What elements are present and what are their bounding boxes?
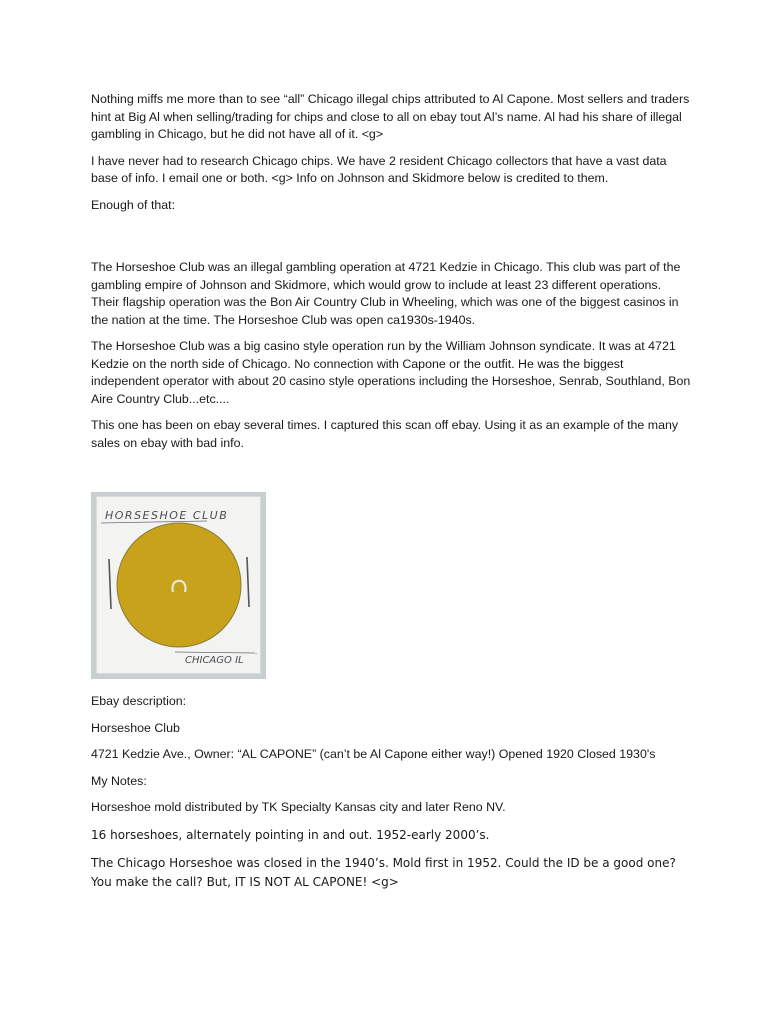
chip-disc — [117, 523, 241, 647]
paragraph-research: I have never had to research Chicago chips. We have 2 resident Chicago collectors that have a vast data base of info. I email one or both. <g> Info on Johnson and Skidmore below is credited to them. — [91, 153, 667, 185]
spacer — [91, 223, 691, 259]
ebay-item-title: Horseshoe Club — [91, 720, 180, 735]
paragraph-johnson-syndicate: The Horseshoe Club was a big casino style operation run by the William Johnson syndicate. It was at 4721 Kedzie on the north side of Chicago. No connection with Capone or the outfit. He was the biggest independent operator with about 20 casino style operations including the Horseshoe, Senrab, Southland, Bon Aire Country Club...etc.... — [91, 339, 691, 406]
note-conclusion: The Chicago Horseshoe was closed in the 1940’s. Mold first in 1952. Could the ID be a good one? You make the call? But, IT IS NOT AL CAPONE! <g> — [91, 855, 676, 889]
paragraph-ebay-scan: This one has been on ebay several times. I captured this scan off ebay. Using it as an example of the many sales on ebay with bad info. — [91, 418, 679, 450]
holder-mark-left — [109, 559, 111, 609]
holder-mark-right — [247, 557, 249, 607]
chip-photo — [91, 492, 266, 679]
holder-label-top: HORSESHOE CLUB — [105, 509, 229, 522]
note-horseshoes: 16 horseshoes, alternately pointing in and out. 1952-early 2000’s. — [91, 827, 490, 842]
holder-label-bottom: CHICAGO IL — [185, 655, 244, 666]
document-body — [91, 91, 691, 901]
paragraph-intro: Nothing miffs me more than to see “all” Chicago illegal chips attributed to Al Capone. Most sellers and traders hint at Big Al when selling/trading for chips and close to all on ebay tout Al’s name. Al had his share of illegal gambling in Chicago, but he did not have all of it. <g> — [91, 92, 690, 141]
paragraph-enough: Enough of that: — [91, 197, 176, 212]
chip-illustration — [97, 497, 262, 675]
my-notes-heading: My Notes: — [91, 773, 147, 788]
coin-holder — [96, 496, 261, 674]
ebay-description-heading: Ebay description: — [91, 694, 187, 708]
holder-underline-bottom — [175, 652, 257, 653]
ebay-item-details: 4721 Kedzie Ave., Owner: “AL CAPONE” (can’t be Al Capone either way!) Opened 1920 Closed 1930's — [91, 747, 656, 761]
note-mold-distribution: Horseshoe mold distributed by TK Specialty Kansas city and later Reno NV. — [91, 800, 506, 814]
paragraph-horseshoe-history: The Horseshoe Club was an illegal gambling operation at 4721 Kedzie in Chicago. This club was part of the gambling empire of Johnson and Skidmore, which would grow to include at least 23 different operations. Their flagship operation was the Bon Air Country Club in Wheeling, which was one of the biggest casinos in the nation at the time. The Horseshoe Club was open ca1930s-1940s. — [91, 260, 681, 327]
